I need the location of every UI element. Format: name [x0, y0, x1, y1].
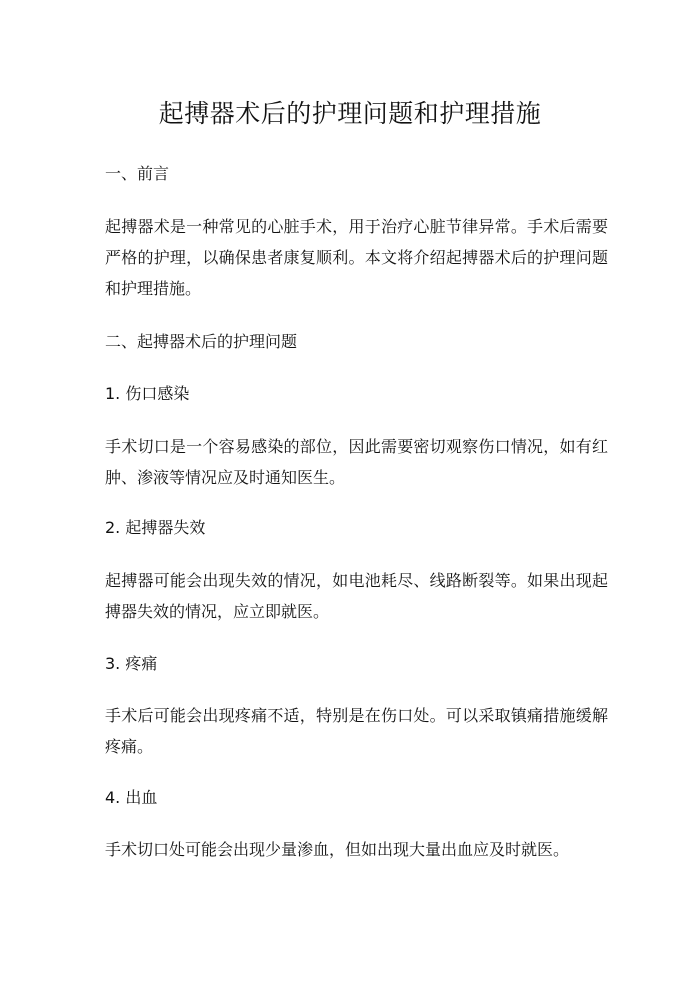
section-heading-intro: 一、前言 [105, 164, 170, 183]
item-text-bleeding: 手术切口处可能会出现少量渗血，但如出现大量出血应及时就医。 [105, 840, 570, 859]
item-heading-bleeding: 4. 出血 [105, 788, 158, 807]
item-text-pain: 手术后可能会出现疼痛不适，特别是在伤口处。可以采取镇痛措施缓解疼痛。 [105, 706, 608, 756]
item-text-wound-infection: 手术切口是一个容易感染的部位，因此需要密切观察伤口情况，如有红肿、渗液等情况应及时通知医生。 [105, 437, 608, 487]
section-heading-problems: 二、起搏器术后的护理问题 [105, 332, 298, 351]
document-title: 起搏器术后的护理问题和护理措施 [158, 99, 542, 128]
paragraph-intro: 起搏器术是一种常见的心脏手术，用于治疗心脏节律异常。手术后需要严格的护理，以确保患者康复顺利。本文将介绍起搏器术后的护理问题和护理措施。 [105, 217, 608, 298]
item-text-pacemaker-failure: 起搏器可能会出现失效的情况，如电池耗尽、线路断裂等。如果出现起搏器失效的情况，应立即就医。 [105, 571, 608, 621]
item-heading-pacemaker-failure: 2. 起搏器失效 [105, 518, 206, 537]
item-heading-pain: 3. 疼痛 [105, 654, 158, 673]
item-heading-wound-infection: 1. 伤口感染 [105, 384, 190, 403]
